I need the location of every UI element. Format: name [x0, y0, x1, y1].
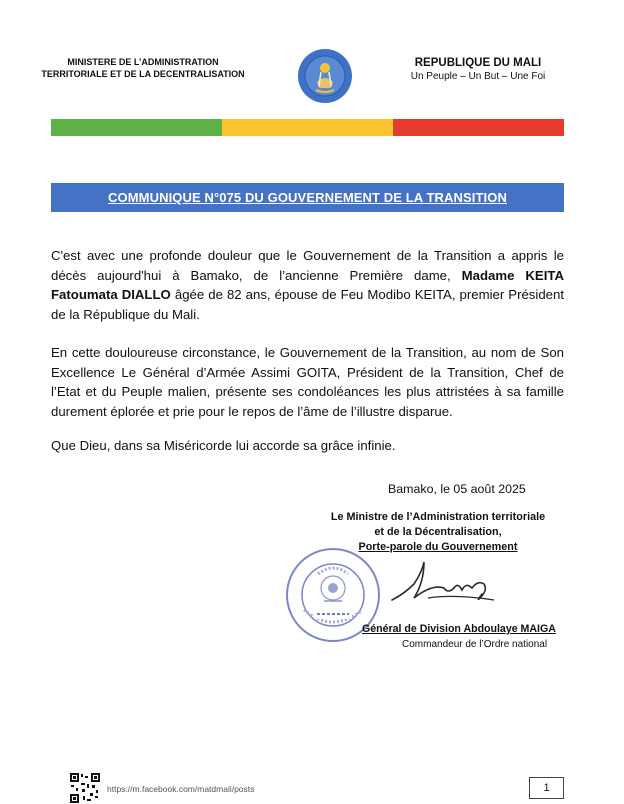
paragraph-1-lead: C'est avec une profonde douleur que le Gouvernement de la Transition a appris le décès aujourd'hui à Bamako, de l’ancienne Première dame, [51, 248, 564, 283]
footer-link[interactable]: https://m.facebook.com/matdmali/posts [107, 784, 255, 794]
signatory-title-line-1: Le Ministre de l’Administration territoriale [330, 511, 546, 523]
signatory-title-line-2: et de la Décentralisation, [374, 526, 502, 538]
deceased-name: Madame KEITA Fatoumata DIALLO [51, 267, 564, 302]
mali-coat-of-arms-icon [297, 48, 353, 104]
qr-code-icon [70, 773, 100, 803]
communique-title: COMMUNIQUE N°075 DU GOUVERNEMENT DE LA TRANSITION [108, 190, 507, 205]
paragraph-1 [51, 246, 564, 324]
paragraph-1-tail: âgée de 82 ans, épouse de Feu Modibo KEITA, premier Président de la République du Mali. [51, 287, 564, 322]
ministry-header [40, 56, 246, 80]
republic-header [392, 56, 564, 83]
ministry-line-2: TERRITORIALE ET DE LA DECENTRALISATION [41, 69, 245, 79]
signatory-name: Général de Division Abdoulaye MAIGA [362, 623, 556, 635]
title-banner [51, 183, 564, 212]
handwritten-signature-icon [384, 554, 504, 610]
national-flag-bar [51, 119, 564, 136]
signatory-distinction: Commandeur de l’Ordre national [402, 639, 548, 650]
flag-stripe-green [51, 119, 222, 136]
flag-stripe-yellow [222, 119, 393, 136]
republic-motto: Un Peuple – Un But – Une Foi [410, 71, 546, 82]
ministry-line-1: MINISTERE DE L’ADMINISTRATION [67, 57, 219, 67]
flag-stripe-red [393, 119, 564, 136]
paragraph-3: Que Dieu, dans sa Miséricorde lui accorde sa grâce infinie. [51, 438, 396, 453]
signatory-title-line-3: Porte-parole du Gouvernement [358, 541, 518, 553]
date-line: Bamako, le 05 août 2025 [388, 482, 526, 496]
paragraph-2: En cette douloureuse circonstance, le Gouvernement de la Transition, au nom de Son Excellence Le Général d’Armée Assimi GOITA, Président de la Transition, Chef de l’Etat et du Peuple malien, présente ses condoléances les plus attristées à sa famille durement éplorée et prie pour le repos de l’âme de l’illustre disparue. [51, 345, 564, 419]
republic-title: REPUBLIQUE DU MALI [414, 57, 542, 69]
page-number: 1 [529, 777, 564, 799]
